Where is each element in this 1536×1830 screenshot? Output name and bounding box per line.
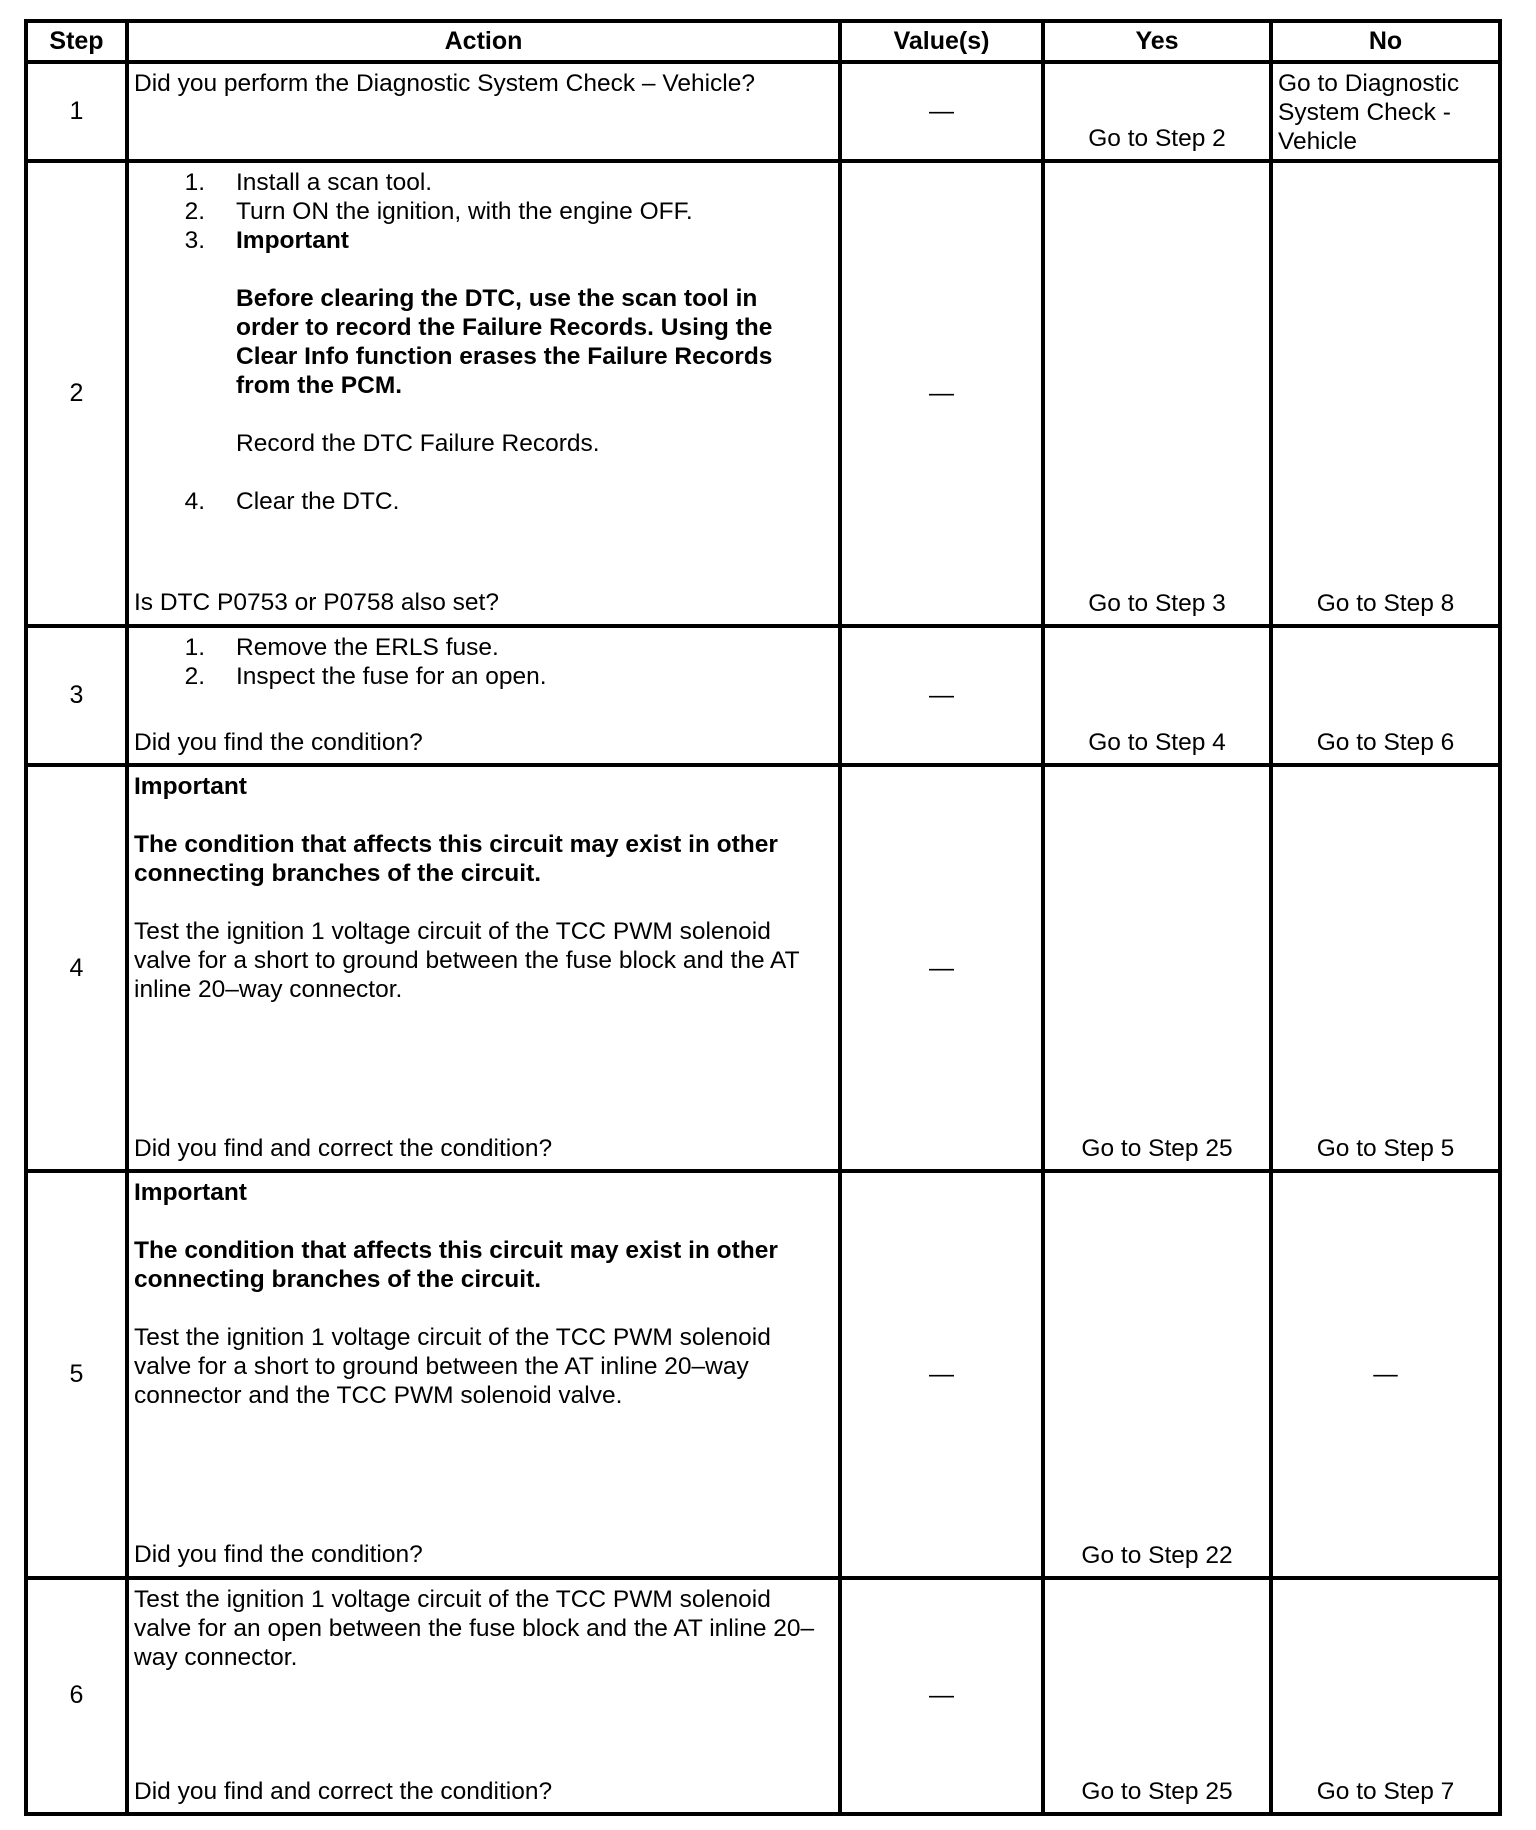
- action-question: Did you find and correct the condition?: [134, 1134, 553, 1162]
- step-number: 1: [26, 62, 127, 161]
- no-cell: Go to Step 8: [1271, 161, 1500, 626]
- table-row: [26, 161, 1500, 626]
- action-cell: [127, 1578, 840, 1814]
- table-row: [26, 765, 1500, 1171]
- diagnostic-table: [24, 19, 1502, 1816]
- action-text: Test the ignition 1 voltage circuit of the TCC PWM solenoid valve for a short to ground between the fuse block and the AT inline 20–way connector.: [134, 917, 800, 1003]
- table-row: [26, 62, 1500, 161]
- yes-cell: Go to Step 4: [1043, 626, 1271, 765]
- list-item: 2. Inspect the fuse for an open.: [184, 662, 547, 690]
- list-item: 4. Clear the DTC.: [184, 488, 400, 516]
- value-cell: —: [840, 626, 1043, 765]
- step-number: 5: [26, 1171, 127, 1577]
- action-question: Did you perform the Diagnostic System Check – Vehicle?: [134, 70, 755, 97]
- action-cell: [127, 1171, 840, 1577]
- action-question: Did you find the condition?: [134, 1541, 423, 1569]
- value-cell: —: [840, 161, 1043, 626]
- step-number: 3: [26, 626, 127, 765]
- action-cell: [127, 626, 840, 765]
- action-question: Is DTC P0753 or P0758 also set?: [134, 589, 499, 617]
- action-list: [134, 168, 832, 516]
- no-cell: Go to Step 5: [1271, 765, 1500, 1171]
- action-cell: [127, 62, 840, 161]
- header-values: Value(s): [840, 21, 1043, 62]
- action-text: Test the ignition 1 voltage circuit of the TCC PWM solenoid valve for an open between the fuse block and the AT inline 20–way connector.: [134, 1585, 815, 1671]
- list-item: 2. Turn ON the ignition, with the engine OFF.: [184, 198, 693, 226]
- value-cell: —: [840, 765, 1043, 1171]
- important-note: The condition that affects this circuit may exist in other connecting branches of the circuit.: [134, 1237, 778, 1294]
- step-number: 4: [26, 765, 127, 1171]
- value-cell: —: [840, 62, 1043, 161]
- important-heading: Important: [236, 227, 349, 255]
- yes-cell: Go to Step 2: [1043, 62, 1271, 161]
- list-item: 3. Important Before clearing the DTC, use the scan tool in order to record the Failure Records. Using the Clear Info function erases the Failure Records from the PCM. Record the DTC Failure Records.: [134, 226, 832, 487]
- important-heading: Important: [134, 772, 247, 800]
- list-item: 1. Remove the ERLS fuse.: [184, 633, 499, 661]
- no-cell: Go to Step 6: [1271, 626, 1500, 765]
- step-number: 6: [26, 1578, 127, 1814]
- value-cell: —: [840, 1578, 1043, 1814]
- important-heading: Important: [134, 1179, 247, 1207]
- action-cell: [127, 765, 840, 1171]
- step-number: 2: [26, 161, 127, 626]
- action-question: Did you find the condition?: [134, 728, 423, 756]
- header-yes: Yes: [1043, 21, 1271, 62]
- header-action: Action: [127, 21, 840, 62]
- header-row: [26, 21, 1500, 62]
- header-step: Step: [26, 21, 127, 62]
- table-row: [26, 1578, 1500, 1814]
- action-text: Test the ignition 1 voltage circuit of the TCC PWM solenoid valve for a short to ground between the AT inline 20–way connector and the TCC PWM solenoid valve.: [134, 1324, 771, 1410]
- yes-cell: Go to Step 22: [1043, 1171, 1271, 1577]
- important-note: The condition that affects this circuit may exist in other connecting branches of the circuit.: [134, 830, 778, 887]
- yes-cell: Go to Step 3: [1043, 161, 1271, 626]
- action-cell: [127, 161, 840, 626]
- no-cell: Go to Step 7: [1271, 1578, 1500, 1814]
- yes-cell: Go to Step 25: [1043, 765, 1271, 1171]
- no-cell: Go to Diagnostic System Check - Vehicle: [1271, 62, 1500, 161]
- value-cell: —: [840, 1171, 1043, 1577]
- table-row: [26, 626, 1500, 765]
- action-text: Record the DTC Failure Records.: [236, 430, 600, 458]
- important-note: Before clearing the DTC, use the scan tool in order to record the Failure Records. Using the Clear Info function erases the Failure Records from the PCM.: [236, 285, 773, 400]
- action-list: [134, 633, 832, 691]
- table-row: [26, 1171, 1500, 1577]
- no-cell: —: [1271, 1171, 1500, 1577]
- header-no: No: [1271, 21, 1500, 62]
- action-question: Did you find and correct the condition?: [134, 1777, 553, 1805]
- yes-cell: Go to Step 25: [1043, 1578, 1271, 1814]
- list-item: 1. Install a scan tool.: [184, 169, 433, 197]
